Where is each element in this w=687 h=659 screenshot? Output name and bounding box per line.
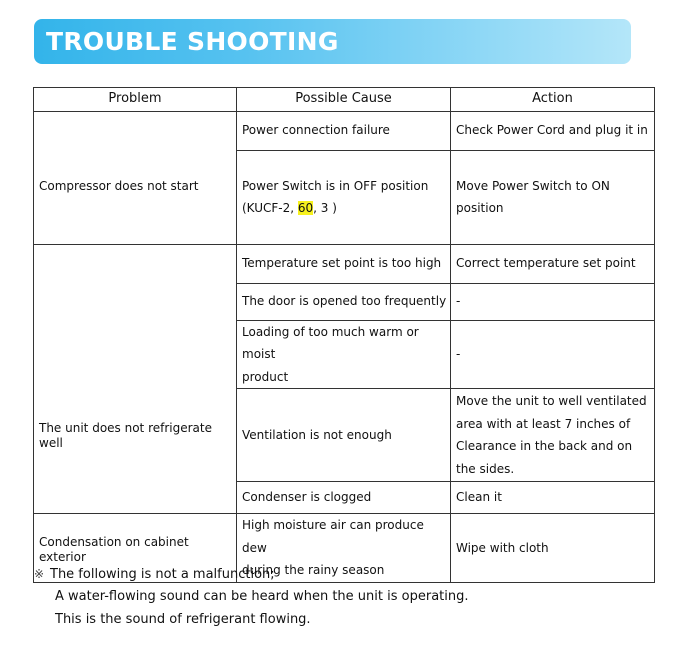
page-title: TROUBLE SHOOTING	[46, 27, 339, 56]
problem-cell	[34, 244, 237, 514]
cause-cell: Condenser is clogged	[237, 482, 451, 514]
problem-cell	[34, 111, 237, 244]
note-text-line: A water-flowing sound can be heard when the unit is operating.	[55, 589, 469, 605]
action-cell: Move Power Switch to ON position	[451, 150, 655, 244]
column-header-problem: Problem	[34, 88, 237, 112]
action-cell: Correct temperature set point	[451, 244, 655, 283]
cause-line: High moisture air can produce dew	[242, 518, 424, 555]
action-line: Clearance in the back and on	[456, 439, 633, 453]
action-cell: Clean it	[451, 482, 655, 514]
action-cell	[451, 389, 655, 482]
highlighted-model-number: 60	[297, 201, 314, 215]
action-line: area with at least 7 inches of	[456, 416, 631, 431]
cause-model-prefix: (KUCF-2,	[242, 201, 298, 215]
note-text-line: This is the sound of refrigerant flowing.	[55, 611, 311, 627]
cause-line	[242, 197, 450, 220]
cause-line: during the rainy season	[242, 563, 385, 577]
cause-model-suffix: , 3 )	[313, 201, 337, 215]
action-cell: -	[451, 283, 655, 320]
cause-line: Loading of too much warm or moist	[242, 324, 419, 361]
table-row	[34, 111, 655, 150]
cause-line: Power Switch is in OFF position	[242, 178, 429, 193]
cause-cell: The door is opened too frequently	[237, 283, 451, 320]
note-heading: The following is not a malfunction;	[50, 567, 275, 582]
column-header-action: Action	[451, 88, 655, 112]
cause-cell	[237, 150, 451, 244]
cause-cell: Power connection failure	[237, 111, 451, 150]
action-cell: Check Power Cord and plug it in	[451, 111, 655, 150]
problem-text: Compressor does not start	[39, 179, 199, 193]
problem-text: Condensation on cabinet exterior	[39, 534, 189, 564]
note-section	[34, 563, 469, 631]
column-header-possible-cause: Possible Cause	[237, 88, 451, 112]
reference-mark-icon: ※	[34, 567, 45, 581]
table-row	[34, 244, 655, 283]
table-header-row	[34, 88, 655, 112]
cause-line: product	[242, 369, 289, 384]
cause-cell	[237, 320, 451, 389]
cause-cell: Ventilation is not enough	[237, 389, 451, 482]
action-cell: -	[451, 320, 655, 389]
problem-text: The unit does not refrigerate well	[39, 420, 212, 450]
cause-cell: Temperature set point is too high	[237, 244, 451, 283]
troubleshooting-table	[33, 87, 655, 583]
action-cell: Wipe with cloth	[451, 514, 655, 583]
action-line: the sides.	[456, 461, 515, 476]
note-heading-line	[34, 563, 469, 586]
section-header-banner	[34, 19, 631, 64]
action-line: Move the unit to well ventilated	[456, 394, 647, 408]
